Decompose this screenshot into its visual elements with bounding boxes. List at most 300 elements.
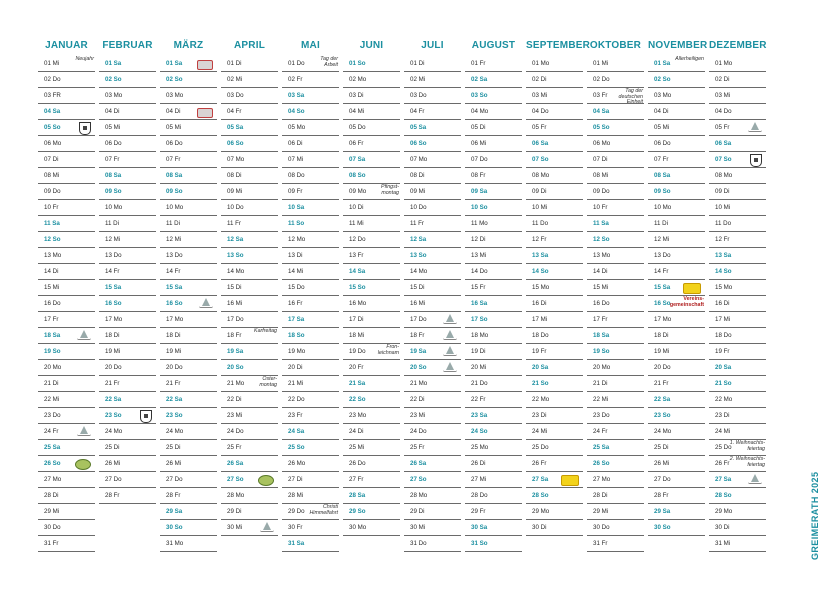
day-label: 14 Mi (288, 268, 304, 275)
day-row (99, 232, 156, 248)
day-label: 09 Do (593, 188, 610, 195)
day-row (526, 200, 583, 216)
day-row (160, 184, 217, 200)
day-label: 09 So (166, 188, 183, 195)
day-label: 11 Di (166, 220, 180, 227)
day-row (648, 328, 705, 344)
day-row (282, 200, 339, 216)
day-row (343, 392, 400, 408)
day-label: 02 Di (715, 76, 730, 83)
day-label: 15 Mo (715, 284, 733, 291)
day-row (160, 472, 217, 488)
month-header: JUNI (359, 40, 384, 51)
day-label: 15 Mo (532, 284, 550, 291)
day-row (709, 504, 766, 520)
day-row (38, 456, 95, 472)
day-label: 13 Mo (593, 252, 611, 259)
badge-icon (683, 283, 701, 294)
day-label: 16 Di (715, 300, 730, 307)
day-label: 30 Di (532, 524, 547, 531)
day-row (99, 168, 156, 184)
day-label: 08 Mi (44, 172, 60, 179)
day-row (282, 56, 339, 72)
day-row (404, 72, 461, 88)
day-row (221, 424, 278, 440)
day-label: 29 Mi (593, 508, 609, 515)
day-label: 16 Di (532, 300, 547, 307)
day-row (526, 280, 583, 296)
day-label: 04 Do (532, 108, 549, 115)
month-column (465, 36, 522, 552)
day-row (282, 408, 339, 424)
day-row (465, 344, 522, 360)
day-label: 07 Fr (166, 156, 181, 163)
day-row (99, 408, 156, 424)
day-label: 30 Di (715, 524, 730, 531)
day-row (648, 392, 705, 408)
day-label: 08 Do (288, 172, 305, 179)
day-label: 25 Di (105, 444, 120, 451)
day-row (160, 456, 217, 472)
day-row (282, 280, 339, 296)
day-label: 17 Fr (593, 316, 608, 323)
day-row (160, 392, 217, 408)
day-label: 19 Di (471, 348, 486, 355)
plate-icon (75, 459, 91, 470)
day-label: 03 Di (349, 92, 364, 99)
day-row (160, 104, 217, 120)
day-label: 16 Fr (288, 300, 303, 307)
day-label: 30 Do (593, 524, 610, 531)
day-label: 21 Mi (288, 380, 304, 387)
day-row (221, 344, 278, 360)
day-row (648, 296, 705, 312)
day-label: 11 Di (654, 220, 668, 227)
day-row (38, 392, 95, 408)
day-label: 01 Mo (715, 60, 733, 67)
month-header: APRIL (234, 40, 265, 51)
day-label: 17 Sa (288, 316, 305, 323)
day-row (160, 360, 217, 376)
day-row (709, 296, 766, 312)
day-label: 08 Sa (166, 172, 183, 179)
day-label: 28 Sa (349, 492, 366, 499)
year-calendar (38, 36, 770, 560)
day-row (404, 408, 461, 424)
day-row (282, 312, 339, 328)
day-label: 12 Mo (288, 236, 306, 243)
day-label: 22 Di (410, 396, 425, 403)
day-row (465, 360, 522, 376)
day-label: 26 So (593, 460, 610, 467)
month-header: NOVEMBER (648, 40, 708, 51)
day-label: 07 Di (593, 156, 608, 163)
day-row (282, 168, 339, 184)
day-row (465, 168, 522, 184)
day-row (465, 216, 522, 232)
day-label: 22 So (349, 396, 366, 403)
day-row (38, 72, 95, 88)
day-label: 13 Do (166, 252, 183, 259)
sketch-icon (443, 330, 457, 340)
day-label: 28 Di (593, 492, 608, 499)
day-label: 29 Mo (715, 508, 733, 515)
day-row (343, 312, 400, 328)
day-row (526, 88, 583, 104)
day-row (343, 104, 400, 120)
day-row (221, 72, 278, 88)
month-column (343, 36, 400, 536)
day-row (648, 424, 705, 440)
day-row (343, 72, 400, 88)
day-label: 07 Do (471, 156, 488, 163)
day-label: 25 Fr (227, 444, 242, 451)
day-label: 17 Di (349, 316, 364, 323)
day-label: 26 Fr (532, 460, 547, 467)
day-label: 14 Do (471, 268, 488, 275)
day-label: 16 So (166, 300, 183, 307)
day-label: 24 Mi (715, 428, 731, 435)
day-label: 28 So (532, 492, 549, 499)
month-column (404, 36, 461, 552)
day-label: 28 Di (44, 492, 59, 499)
sketch-icon (77, 330, 91, 340)
day-row (587, 248, 644, 264)
day-row (38, 88, 95, 104)
day-row (465, 440, 522, 456)
day-row (709, 216, 766, 232)
day-row (465, 472, 522, 488)
day-row (404, 472, 461, 488)
day-label: 09 Mi (227, 188, 243, 195)
coat-of-arms-icon (79, 122, 91, 135)
day-label: 10 Fr (44, 204, 59, 211)
day-row (404, 440, 461, 456)
day-row (221, 216, 278, 232)
day-label: 11 Sa (44, 220, 60, 227)
day-row (221, 504, 278, 520)
day-label: 06 Mi (471, 140, 487, 147)
day-row (465, 232, 522, 248)
day-row (648, 440, 705, 456)
day-row (709, 184, 766, 200)
day-row (404, 184, 461, 200)
day-label: 24 Mi (532, 428, 548, 435)
day-row (465, 488, 522, 504)
day-label: 22 Mi (44, 396, 60, 403)
day-row (221, 200, 278, 216)
day-label: 12 Do (349, 236, 366, 243)
day-label: 14 Sa (349, 268, 366, 275)
day-label: 13 So (227, 252, 244, 259)
day-row (587, 136, 644, 152)
plate-icon (258, 475, 274, 486)
day-label: 24 Fr (44, 428, 59, 435)
day-row (221, 184, 278, 200)
day-row (465, 504, 522, 520)
day-row (404, 168, 461, 184)
day-label: 06 Mo (44, 140, 62, 147)
day-label: 13 Do (105, 252, 122, 259)
day-label: 06 So (410, 140, 427, 147)
day-row (526, 168, 583, 184)
day-row (587, 424, 644, 440)
day-label: 08 Sa (105, 172, 122, 179)
day-row (404, 312, 461, 328)
day-label: 10 Fr (593, 204, 608, 211)
day-row (587, 216, 644, 232)
day-row (282, 392, 339, 408)
day-row (160, 488, 217, 504)
day-row (282, 296, 339, 312)
day-row (99, 72, 156, 88)
day-row (587, 408, 644, 424)
day-label: 30 Fr (288, 524, 303, 531)
month-column (99, 36, 156, 504)
day-row (221, 392, 278, 408)
day-label: 20 Sa (715, 364, 732, 371)
day-label: 05 Mi (105, 124, 121, 131)
day-row (99, 344, 156, 360)
day-row (587, 168, 644, 184)
day-row (526, 72, 583, 88)
holiday-note: Vereins- gemeinschaft (669, 296, 704, 308)
day-row (99, 312, 156, 328)
day-label: 18 Do (715, 332, 732, 339)
day-label: 26 Sa (410, 460, 427, 467)
day-label: 05 Mi (654, 124, 670, 131)
day-label: 08 Mi (593, 172, 609, 179)
day-label: 25 Fr (410, 444, 425, 451)
day-row (526, 184, 583, 200)
day-label: 20 Mi (471, 364, 487, 371)
day-label: 22 Fr (471, 396, 486, 403)
day-row (709, 344, 766, 360)
day-row (648, 312, 705, 328)
day-label: 07 Fr (654, 156, 669, 163)
day-label: 05 Mo (288, 124, 306, 131)
day-row (38, 184, 95, 200)
day-row (221, 376, 278, 392)
day-row (648, 504, 705, 520)
day-row (38, 328, 95, 344)
day-row (404, 248, 461, 264)
day-label: 04 Sa (593, 108, 610, 115)
day-row (404, 120, 461, 136)
day-label: 08 Di (410, 172, 425, 179)
day-row (465, 296, 522, 312)
day-row (404, 520, 461, 536)
day-label: 13 So (410, 252, 427, 259)
day-label: 19 Do (349, 348, 366, 355)
day-label: 30 Sa (471, 524, 488, 531)
day-row (38, 232, 95, 248)
day-label: 21 Di (44, 380, 59, 387)
day-label: 08 Mo (532, 172, 550, 179)
day-row (282, 248, 339, 264)
day-label: 08 Mo (715, 172, 733, 179)
day-row (587, 472, 644, 488)
day-row (160, 216, 217, 232)
month-header: OKTOBER (589, 40, 642, 51)
day-label: 10 Mi (532, 204, 548, 211)
day-label: 31 Mi (715, 540, 731, 547)
month-header: JANUAR (45, 40, 88, 51)
day-row (99, 264, 156, 280)
day-label: 16 Sa (471, 300, 488, 307)
day-row (709, 232, 766, 248)
day-label: 29 Di (410, 508, 425, 515)
day-label: 25 Mi (349, 444, 365, 451)
day-row (160, 328, 217, 344)
holiday-note: Christi Himmelfahrt (309, 504, 338, 516)
day-label: 07 Sa (349, 156, 366, 163)
day-row (648, 376, 705, 392)
day-label: 30 Mi (227, 524, 243, 531)
day-row (221, 248, 278, 264)
day-row (343, 136, 400, 152)
day-row (526, 152, 583, 168)
day-label: 13 Di (288, 252, 303, 259)
day-row (99, 120, 156, 136)
day-label: 29 Mi (44, 508, 60, 515)
day-label: 06 Mo (593, 140, 611, 147)
day-row (282, 184, 339, 200)
month-header: MÄRZ (173, 40, 204, 51)
day-label: 19 Mi (654, 348, 670, 355)
day-row (38, 280, 95, 296)
day-label: 11 Do (532, 220, 549, 227)
day-label: 23 Sa (471, 412, 488, 419)
day-row (526, 312, 583, 328)
day-row (99, 296, 156, 312)
day-label: 19 Sa (410, 348, 427, 355)
sketch-icon (199, 298, 213, 308)
day-label: 04 So (288, 108, 305, 115)
day-label: 22 Mo (532, 396, 550, 403)
day-row (648, 136, 705, 152)
day-row (648, 456, 705, 472)
day-label: 03 Do (227, 92, 244, 99)
day-row (160, 72, 217, 88)
day-label: 17 Mi (715, 316, 731, 323)
holiday-note: Fron- leichnam (377, 344, 399, 356)
day-label: 25 Do (532, 444, 549, 451)
day-row (282, 440, 339, 456)
day-row (648, 200, 705, 216)
day-label: 12 Mi (166, 236, 182, 243)
day-row (282, 520, 339, 536)
day-row (221, 520, 278, 536)
day-label: 01 Sa (654, 60, 671, 67)
day-label: 18 Di (654, 332, 669, 339)
day-row (160, 168, 217, 184)
day-label: 28 Mi (288, 492, 304, 499)
sketch-icon (443, 362, 457, 372)
day-label: 21 Mo (410, 380, 428, 387)
day-row (587, 88, 644, 104)
day-label: 19 Mo (288, 348, 306, 355)
day-label: 02 Mi (410, 76, 426, 83)
day-label: 26 Fr (715, 460, 730, 467)
day-row (465, 120, 522, 136)
day-label: 12 Sa (227, 236, 244, 243)
day-label: 25 Sa (44, 444, 61, 451)
day-label: 12 Di (471, 236, 486, 243)
day-label: 14 So (715, 268, 732, 275)
day-row (99, 456, 156, 472)
day-label: 17 Mi (532, 316, 548, 323)
day-label: 21 Do (471, 380, 488, 387)
day-label: 24 Mo (166, 428, 184, 435)
day-label: 11 Fr (227, 220, 241, 227)
day-label: 22 Di (227, 396, 242, 403)
day-label: 17 So (471, 316, 488, 323)
day-row (38, 248, 95, 264)
day-row (587, 376, 644, 392)
day-label: 24 Mo (105, 428, 123, 435)
day-row (99, 392, 156, 408)
day-label: 03 Sa (288, 92, 305, 99)
day-row (282, 376, 339, 392)
day-label: 06 So (227, 140, 244, 147)
day-row (465, 536, 522, 552)
holiday-note: Karfreitag (254, 328, 277, 334)
day-row (648, 280, 705, 296)
day-row (343, 360, 400, 376)
day-row (38, 312, 95, 328)
day-row (160, 312, 217, 328)
day-row (404, 392, 461, 408)
day-row (709, 248, 766, 264)
day-row (38, 200, 95, 216)
day-row (404, 104, 461, 120)
day-row (38, 216, 95, 232)
day-row (99, 360, 156, 376)
day-row (709, 168, 766, 184)
day-row (587, 184, 644, 200)
day-row (465, 184, 522, 200)
day-row (404, 280, 461, 296)
day-row (38, 264, 95, 280)
day-row (709, 88, 766, 104)
day-label: 19 Sa (227, 348, 244, 355)
day-label: 04 Di (105, 108, 120, 115)
day-label: 30 Mi (410, 524, 426, 531)
day-row (282, 504, 339, 520)
day-label: 20 Mo (593, 364, 611, 371)
day-row (99, 440, 156, 456)
day-label: 23 Di (715, 412, 730, 419)
day-row (709, 424, 766, 440)
day-label: 15 So (349, 284, 366, 291)
day-row (465, 376, 522, 392)
day-label: 15 Di (410, 284, 425, 291)
day-label: 11 Di (105, 220, 119, 227)
day-label: 14 Mo (227, 268, 245, 275)
day-row (160, 520, 217, 536)
month-header: MAI (301, 40, 320, 51)
day-label: 23 Mi (227, 412, 243, 419)
day-label: 18 Di (105, 332, 120, 339)
day-row (282, 360, 339, 376)
day-row (343, 280, 400, 296)
day-label: 11 So (288, 220, 305, 227)
day-row (587, 536, 644, 552)
day-row (160, 376, 217, 392)
day-label: 21 Sa (349, 380, 366, 387)
day-row (38, 376, 95, 392)
